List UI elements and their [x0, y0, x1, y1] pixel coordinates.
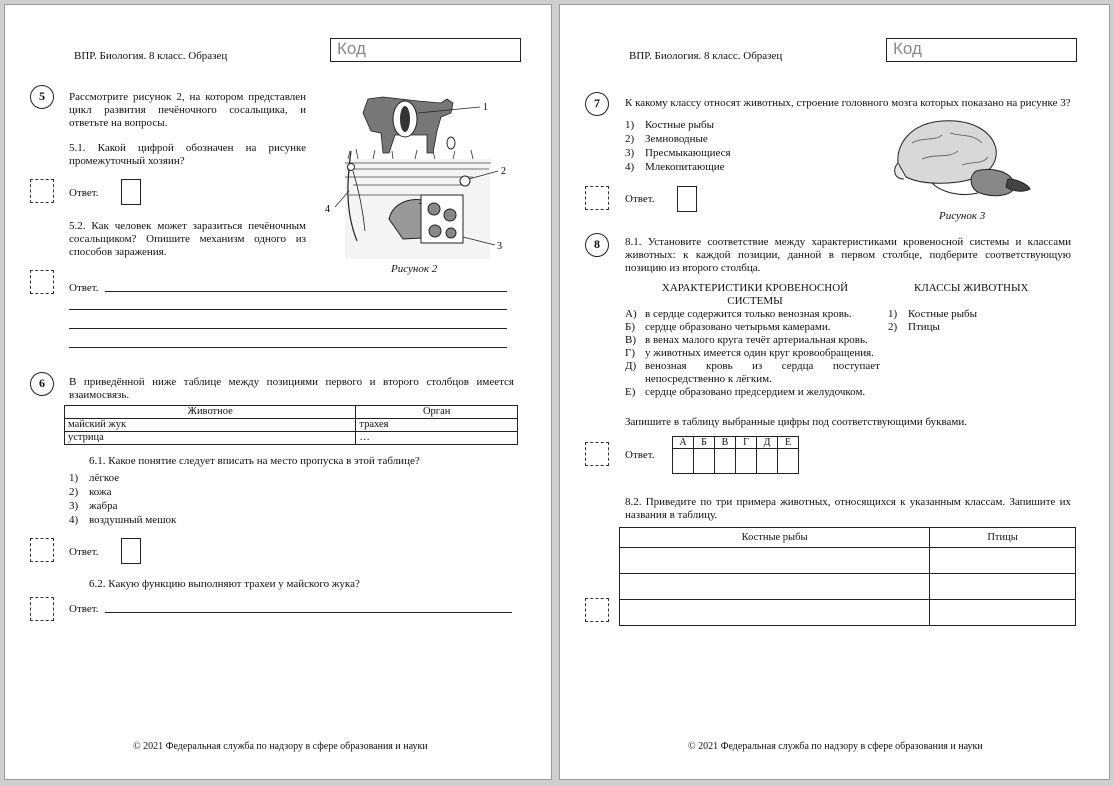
- figure-3-caption: Рисунок 3: [939, 210, 986, 222]
- option: 3) Пресмыкающиеся: [625, 147, 731, 159]
- answer-cell[interactable]: [757, 449, 778, 474]
- figure-label-2: 2: [501, 166, 506, 177]
- answer-cell[interactable]: [930, 574, 1076, 600]
- table-row: [65, 419, 518, 432]
- table-header: Орган: [356, 406, 518, 419]
- figure-label-1: 1: [483, 102, 488, 113]
- answer-label: Ответ.: [625, 193, 655, 205]
- characteristic-item: Б) сердце образовано четырьмя камерами.: [625, 321, 831, 333]
- table-header: А: [673, 437, 694, 449]
- code-field[interactable]: Код: [886, 38, 1077, 62]
- class-item: 1) Костные рыбы: [888, 308, 978, 320]
- answer-cell[interactable]: [620, 600, 930, 626]
- answer-box-6-1[interactable]: [121, 538, 141, 564]
- characteristic-item: Г) у животных имеется один круг кровообращения.: [625, 347, 874, 359]
- score-box-6-2[interactable]: [30, 597, 54, 621]
- brain-icon: [892, 113, 1034, 205]
- answer-box-5-1[interactable]: [121, 179, 141, 205]
- answer-cell[interactable]: [736, 449, 757, 474]
- column-title-characteristics: ХАРАКТЕРИСТИКИ КРОВЕНОСНОЙ СИСТЕМЫ: [661, 282, 849, 307]
- q6-1-text: 6.1. Какое понятие следует вписать на место пропуска в этой таблице?: [89, 455, 420, 467]
- characteristic-item: непосредственно к лёгким.: [645, 373, 772, 385]
- answer-label: Ответ.: [69, 187, 99, 199]
- letter-answer-table: [672, 436, 799, 474]
- score-box-8-2[interactable]: [585, 598, 609, 622]
- answer-cell[interactable]: [620, 574, 930, 600]
- question-number-7: 7: [585, 92, 609, 116]
- option: 4) Млекопитающие: [625, 161, 725, 173]
- option: 1) Костные рыбы: [625, 119, 715, 131]
- examples-table: [619, 527, 1076, 626]
- answer-label: Ответ.: [625, 449, 655, 461]
- characteristic-item: Е) сердце образовано предсердием и желудочком.: [625, 386, 866, 398]
- cow-icon: [363, 97, 453, 153]
- figure-label-4: 4: [325, 204, 330, 215]
- table-cell: устрица: [65, 432, 356, 445]
- score-box-7[interactable]: [585, 186, 609, 210]
- q6-table: [64, 405, 518, 445]
- option: 3) жабра: [69, 500, 118, 512]
- page-header-title: ВПР. Биология. 8 класс. Образец: [629, 50, 783, 62]
- answer-line[interactable]: [105, 612, 512, 613]
- table-row: [620, 548, 1076, 574]
- table-header: Б: [694, 437, 715, 449]
- q6-2-text: 6.2. Какую функцию выполняют трахеи у майского жука?: [89, 578, 360, 590]
- answer-line[interactable]: [69, 347, 507, 348]
- answer-line[interactable]: [69, 309, 507, 310]
- answer-cell[interactable]: [778, 449, 799, 474]
- option: 1) лёгкое: [69, 472, 120, 484]
- q6-intro: В приведённой ниже таблице между позициями первого и второго столбцов имеется взаимосвязь.: [69, 376, 514, 401]
- score-box-6-1[interactable]: [30, 538, 54, 562]
- characteristic-item: А) в сердце содержится только венозная кровь.: [625, 308, 852, 320]
- table-header: Костные рыбы: [620, 528, 930, 548]
- answer-cell[interactable]: [673, 449, 694, 474]
- score-box-5-1[interactable]: [30, 179, 54, 203]
- page-header-title: ВПР. Биология. 8 класс. Образец: [74, 50, 228, 62]
- figure-2-caption: Рисунок 2: [391, 263, 438, 275]
- answer-label: Ответ.: [69, 603, 99, 615]
- table-header: Птицы: [930, 528, 1076, 548]
- table-row: [620, 600, 1076, 626]
- answer-line[interactable]: [105, 291, 507, 292]
- table-cell: майский жук: [65, 419, 356, 432]
- table-header: Е: [778, 437, 799, 449]
- class-item: 2) Птицы: [888, 321, 940, 333]
- q8-2-text: 8.2. Приведите по три примера животных, относящихся к указанным классам. Запишите их названия в таблицу.: [625, 496, 1071, 521]
- question-number-8: 8: [585, 233, 609, 257]
- score-box-5-2[interactable]: [30, 270, 54, 294]
- figure-label-3: 3: [497, 241, 502, 252]
- answer-label: Ответ.: [69, 282, 99, 294]
- column-title-classes: КЛАССЫ ЖИВОТНЫХ: [914, 282, 1029, 294]
- table-row: [65, 432, 518, 445]
- q5-1-text: 5.1. Какой цифрой обозначен на рисунке промежуточный хозяин?: [69, 142, 306, 167]
- characteristic-item: Д) венозная кровь из сердца поступает: [625, 360, 880, 372]
- right-page: [559, 4, 1110, 780]
- option: 4) воздушный мешок: [69, 514, 177, 526]
- table-header: В: [715, 437, 736, 449]
- q8-write-instruction: Запишите в таблицу выбранные цифры под соответствующими буквами.: [625, 416, 967, 428]
- q5-intro: Рассмотрите рисунок 2, на котором представлен цикл развития печёночного сосальщика, и ответьте на вопросы.: [69, 91, 306, 129]
- characteristic-item: В) в венах малого круга течёт артериальная кровь.: [625, 334, 868, 346]
- answer-line[interactable]: [69, 328, 507, 329]
- answer-cell[interactable]: [694, 449, 715, 474]
- q8-1-intro: 8.1. Установите соответствие между характеристиками кровеносной системы и классами животных: к каждой позиции, данной в первом столбце, подберите соответствующую позицию из второго столбца.: [625, 236, 1071, 274]
- page-footer: © 2021 Федеральная служба по надзору в сфере образования и науки: [688, 741, 983, 752]
- table-cell: трахея: [356, 419, 518, 432]
- page-footer: © 2021 Федеральная служба по надзору в сфере образования и науки: [133, 741, 428, 752]
- code-field[interactable]: Код: [330, 38, 521, 62]
- answer-cell[interactable]: [715, 449, 736, 474]
- table-header: Д: [757, 437, 778, 449]
- answer-label: Ответ.: [69, 546, 99, 558]
- q7-text: К какому классу относят животных, строение головного мозга которых показано на рисунке 3?: [625, 97, 1071, 109]
- table-header: Животное: [65, 406, 356, 419]
- score-box-8-1[interactable]: [585, 442, 609, 466]
- question-number-5: 5: [30, 85, 54, 109]
- answer-cell[interactable]: [930, 600, 1076, 626]
- answer-box-7[interactable]: [677, 186, 697, 212]
- table-header: Г: [736, 437, 757, 449]
- table-cell: …: [356, 432, 518, 445]
- q5-2-text: 5.2. Как человек может заразиться печёночным сосальщиком? Опишите механизм одного из способов заражения.: [69, 220, 306, 258]
- option: 2) Земноводные: [625, 133, 708, 145]
- option: 2) кожа: [69, 486, 112, 498]
- question-number-6: 6: [30, 372, 54, 396]
- liver-fluke-cycle-figure: [323, 91, 523, 263]
- left-page: [4, 4, 552, 780]
- table-row: [620, 574, 1076, 600]
- answer-cell[interactable]: [930, 548, 1076, 574]
- answer-cell[interactable]: [620, 548, 930, 574]
